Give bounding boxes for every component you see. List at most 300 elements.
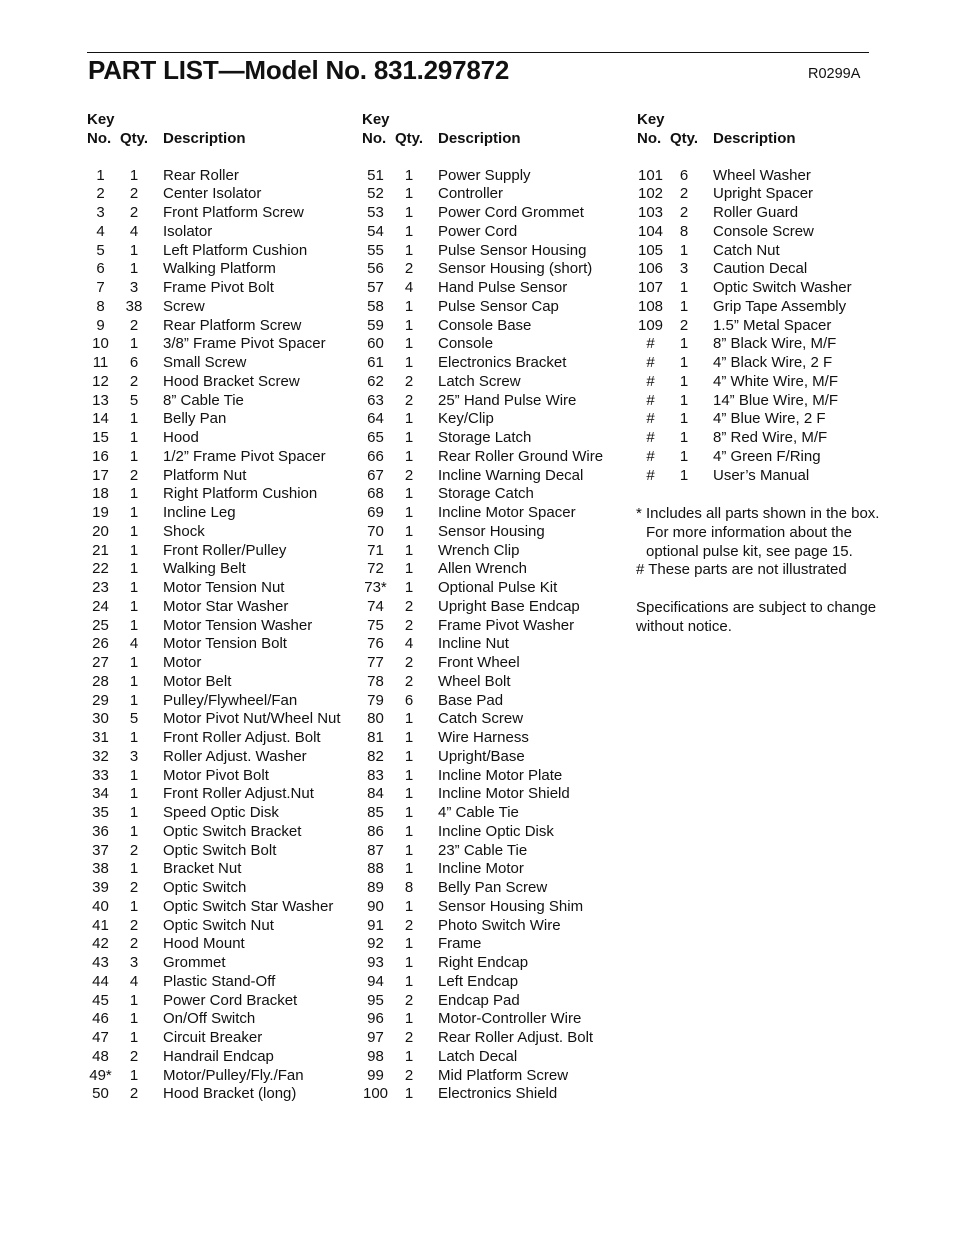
table-row	[637, 429, 897, 448]
part-key: 25	[92, 616, 109, 634]
part-key: 84	[367, 785, 384, 803]
table-row	[362, 973, 632, 992]
part-qty: 1	[404, 410, 414, 428]
note-asterisk-cont: For more information about the	[646, 523, 852, 541]
part-description: Motor/Pulley/Fly./Fan	[163, 1066, 304, 1084]
part-key: 14	[92, 410, 109, 428]
part-key: 66	[367, 447, 384, 465]
part-qty: 2	[404, 991, 414, 1009]
table-row	[87, 804, 357, 823]
part-key: 12	[92, 372, 109, 390]
part-qty: 1	[404, 804, 414, 821]
table-row	[637, 185, 897, 204]
table-row	[87, 823, 357, 842]
part-description: Rear Roller Ground Wire	[438, 447, 604, 465]
part-qty: 2	[404, 616, 414, 634]
part-key: 1	[96, 166, 105, 184]
part-qty: 1	[404, 485, 414, 503]
part-qty: 1	[404, 166, 414, 184]
part-key: 2	[96, 185, 105, 203]
part-qty: 1	[404, 935, 414, 953]
part-qty: 1	[129, 729, 139, 746]
part-description: Hand Pulse Sensor	[438, 279, 568, 296]
table-row	[87, 598, 357, 617]
table-row	[362, 260, 632, 279]
table-row	[362, 635, 632, 654]
part-key: 56	[367, 260, 384, 278]
table-row	[637, 260, 897, 279]
notes	[636, 505, 896, 636]
table-row	[362, 1067, 632, 1086]
table-row	[362, 1029, 632, 1048]
part-key: 90	[367, 897, 384, 915]
part-description: 8” Red Wire, M/F	[713, 429, 828, 446]
parts-list	[87, 167, 357, 1105]
table-row	[87, 654, 357, 673]
part-description: 8” Cable Tie	[163, 391, 244, 409]
part-key: 33	[92, 766, 109, 784]
table-row	[87, 448, 357, 467]
part-description: 1/2” Frame Pivot Spacer	[163, 447, 326, 465]
part-qty: 1	[404, 354, 414, 371]
table-row	[87, 542, 357, 561]
part-description: Walking Platform	[163, 260, 276, 278]
part-key: 89	[367, 879, 384, 896]
part-description: Front Roller/Pulley	[163, 541, 287, 559]
part-key: #	[646, 391, 655, 409]
part-qty: 1	[404, 560, 414, 578]
part-description: Front Wheel	[438, 654, 520, 671]
table-row	[87, 242, 357, 261]
part-description: Bracket Nut	[163, 860, 242, 878]
part-description: 4” Cable Tie	[438, 804, 519, 821]
part-qty: 1	[404, 522, 414, 540]
table-row	[637, 204, 897, 223]
part-description: Left Platform Cushion	[163, 241, 308, 259]
part-description: Latch Screw	[438, 372, 521, 390]
part-key: 35	[92, 804, 109, 821]
part-description: Incline Motor Plate	[438, 766, 563, 784]
table-row	[87, 279, 357, 298]
part-key: 81	[367, 729, 384, 746]
table-row	[87, 185, 357, 204]
part-description: Grommet	[163, 954, 226, 971]
part-key: 75	[367, 616, 384, 634]
table-row	[87, 992, 357, 1011]
part-description: 14” Blue Wire, M/F	[713, 391, 839, 409]
part-qty: 1	[129, 804, 139, 821]
note-hash: # These parts are not illustrated	[636, 561, 847, 579]
table-row	[362, 842, 632, 861]
part-qty: 1	[129, 672, 139, 690]
part-description: Sensor Housing Shim	[438, 897, 584, 915]
table-row	[362, 542, 632, 561]
part-key: 29	[92, 691, 109, 709]
part-qty: 2	[129, 879, 139, 896]
part-qty: 1	[404, 710, 414, 728]
part-qty: 8	[404, 879, 414, 896]
table-row	[87, 954, 357, 973]
part-qty: 2	[404, 916, 414, 934]
table-row	[87, 748, 357, 767]
part-key: 91	[367, 916, 384, 934]
part-description: Motor Tension Bolt	[163, 635, 287, 653]
part-description: Incline Motor Shield	[438, 785, 570, 803]
part-key: 10	[92, 335, 109, 353]
part-qty: 1	[404, 504, 414, 521]
part-key: 49*	[89, 1066, 112, 1084]
table-row	[362, 410, 632, 429]
part-qty: 1	[129, 410, 139, 428]
part-description: 1.5” Metal Spacer	[713, 316, 832, 334]
part-key: 11	[92, 354, 109, 371]
part-qty: 5	[129, 391, 139, 409]
part-description: Belly Pan	[163, 410, 227, 428]
part-description: Small Screw	[163, 354, 247, 371]
part-description: Motor Tension Nut	[163, 579, 285, 596]
part-key: 55	[367, 241, 384, 259]
header-key: Key	[362, 111, 390, 128]
part-key: 54	[367, 222, 384, 240]
part-qty: 1	[404, 429, 414, 446]
table-row	[362, 673, 632, 692]
part-qty: 1	[129, 485, 139, 503]
part-key: 98	[367, 1047, 384, 1065]
table-row	[362, 1085, 632, 1104]
part-qty: 3	[129, 279, 139, 296]
part-qty: 1	[129, 766, 139, 784]
part-description: Storage Latch	[438, 429, 532, 446]
part-qty: 1	[404, 541, 414, 559]
table-row	[362, 354, 632, 373]
part-key: 82	[367, 747, 384, 765]
part-description: Motor-Controller Wire	[438, 1010, 582, 1028]
part-qty: 3	[679, 260, 689, 278]
part-description: Console	[438, 335, 494, 353]
part-qty: 1	[129, 241, 139, 259]
table-row	[362, 242, 632, 261]
part-description: 8” Black Wire, M/F	[713, 335, 837, 353]
part-key: 31	[92, 729, 109, 746]
part-key: #	[646, 335, 655, 353]
table-row	[87, 1085, 357, 1104]
part-description: 3/8” Frame Pivot Spacer	[163, 335, 326, 353]
part-key: 38	[92, 860, 109, 878]
part-key: 59	[367, 316, 384, 334]
part-qty: 6	[404, 691, 414, 709]
part-description: Optic Switch Nut	[163, 916, 274, 934]
part-key: 19	[92, 504, 109, 521]
part-key: 106	[637, 260, 664, 278]
part-qty: 2	[404, 597, 414, 615]
part-qty: 6	[129, 354, 139, 371]
part-key: 4	[96, 222, 105, 240]
part-key: 57	[367, 279, 384, 296]
top-rule	[87, 52, 869, 53]
part-description: Incline Leg	[163, 504, 236, 521]
part-description: Hood	[163, 429, 199, 446]
part-key: 67	[367, 466, 384, 484]
part-qty: 1	[404, 204, 414, 221]
part-key: 22	[92, 560, 109, 578]
table-row	[637, 448, 897, 467]
table-row	[362, 879, 632, 898]
part-description: Screw	[163, 297, 205, 315]
part-qty: 2	[679, 185, 689, 203]
part-qty: 1	[404, 897, 414, 915]
part-qty: 1	[679, 279, 689, 296]
part-description: Incline Warning Decal	[438, 466, 584, 484]
part-qty: 2	[404, 372, 414, 390]
part-description: 4” Black Wire, 2 F	[713, 354, 833, 371]
part-key: 73*	[364, 579, 387, 596]
part-key: 94	[367, 972, 384, 990]
part-key: 52	[367, 185, 384, 203]
table-row	[87, 673, 357, 692]
part-key: 69	[367, 504, 384, 521]
part-description: Storage Catch	[438, 485, 534, 503]
part-qty: 2	[129, 841, 139, 859]
header-no: No.	[87, 129, 112, 147]
parts-column-2	[362, 111, 632, 1104]
part-qty: 4	[404, 279, 414, 296]
part-key: 105	[637, 241, 664, 259]
part-description: Motor Pivot Nut/Wheel Nut	[163, 710, 341, 728]
table-row	[362, 485, 632, 504]
part-description: Frame Pivot Washer	[438, 616, 575, 634]
table-row	[637, 467, 897, 486]
table-row	[87, 898, 357, 917]
part-description: Frame Pivot Bolt	[163, 279, 274, 296]
part-key: 83	[367, 766, 384, 784]
part-description: Motor Belt	[163, 672, 232, 690]
part-qty: 1	[404, 335, 414, 353]
table-row	[87, 167, 357, 186]
part-key: 80	[367, 710, 384, 728]
part-description: Electronics Shield	[438, 1085, 558, 1103]
part-description: Motor Star Washer	[163, 597, 289, 615]
part-qty: 1	[129, 335, 139, 353]
table-row	[362, 1010, 632, 1029]
header-key: Key	[637, 111, 665, 128]
part-description: Upright Spacer	[713, 185, 814, 203]
part-key: 104	[637, 222, 664, 240]
table-row	[87, 260, 357, 279]
part-qty: 1	[679, 335, 689, 353]
table-row	[87, 298, 357, 317]
part-key: 53	[367, 204, 384, 221]
part-key: 20	[92, 522, 109, 540]
part-description: Wire Harness	[438, 729, 529, 746]
part-key: 70	[367, 522, 384, 540]
part-qty: 2	[129, 185, 139, 203]
part-key: #	[646, 466, 655, 484]
part-description: Key/Clip	[438, 410, 494, 428]
part-key: 71	[367, 541, 384, 559]
part-key: 48	[92, 1047, 109, 1065]
part-key: 62	[367, 372, 384, 390]
part-qty: 1	[404, 241, 414, 259]
header-description: Description	[163, 129, 246, 147]
part-qty: 1	[404, 841, 414, 859]
table-row	[362, 954, 632, 973]
part-key: 96	[367, 1010, 384, 1028]
header-description: Description	[438, 129, 521, 147]
part-description: 4” Green F/Ring	[713, 447, 821, 465]
part-key: 47	[92, 1029, 109, 1046]
part-key: 3	[96, 204, 105, 221]
part-key: 109	[637, 316, 664, 334]
part-qty: 1	[129, 260, 139, 278]
part-qty: 1	[404, 1085, 414, 1103]
part-qty: 2	[404, 672, 414, 690]
part-key: 74	[367, 597, 384, 615]
part-key: 64	[367, 410, 384, 428]
part-description: Wheel Washer	[713, 166, 811, 184]
header-description: Description	[713, 129, 796, 147]
table-row	[362, 654, 632, 673]
part-qty: 1	[679, 410, 689, 428]
part-key: #	[646, 372, 655, 390]
part-description: Optic Switch Washer	[713, 279, 852, 296]
table-row	[87, 354, 357, 373]
part-description: Console Screw	[713, 222, 814, 240]
part-key: 8	[96, 297, 105, 315]
part-description: Circuit Breaker	[163, 1029, 263, 1046]
part-description: Left Endcap	[438, 972, 519, 990]
part-qty: 2	[679, 316, 689, 334]
part-qty: 38	[125, 297, 143, 315]
table-row	[87, 410, 357, 429]
table-row	[362, 767, 632, 786]
part-description: Wheel Bolt	[438, 672, 511, 690]
part-key: 45	[92, 991, 109, 1009]
parts-column-3	[637, 111, 897, 485]
table-row	[87, 1010, 357, 1029]
part-description: Latch Decal	[438, 1047, 518, 1065]
part-description: Rear Platform Screw	[163, 316, 302, 334]
part-description: Handrail Endcap	[163, 1047, 274, 1065]
table-row	[362, 729, 632, 748]
table-row	[637, 298, 897, 317]
table-row	[87, 1048, 357, 1067]
part-key: 60	[367, 335, 384, 353]
table-row	[87, 842, 357, 861]
part-qty: 1	[129, 654, 139, 671]
parts-list	[637, 167, 897, 486]
part-key: 51	[367, 166, 384, 184]
part-qty: 1	[679, 297, 689, 315]
table-row	[362, 804, 632, 823]
table-row	[362, 579, 632, 598]
part-key: 50	[92, 1085, 109, 1103]
part-description: 23” Cable Tie	[438, 841, 528, 859]
part-qty: 4	[404, 635, 414, 653]
part-description: Optic Switch Bolt	[163, 841, 277, 859]
part-qty: 3	[129, 747, 139, 765]
table-row	[87, 204, 357, 223]
part-key: 36	[92, 822, 109, 840]
header-key: Key	[87, 111, 115, 128]
part-qty: 1	[129, 429, 139, 446]
table-row	[362, 467, 632, 486]
part-description: Motor	[163, 654, 202, 671]
part-description: Power Supply	[438, 166, 531, 184]
part-qty: 1	[404, 447, 414, 465]
part-qty: 1	[129, 1010, 139, 1028]
column-header	[637, 111, 897, 149]
part-description: Catch Screw	[438, 710, 524, 728]
table-row	[87, 467, 357, 486]
table-row	[362, 335, 632, 354]
part-key: 44	[92, 972, 109, 990]
part-qty: 1	[129, 522, 139, 540]
table-row	[362, 560, 632, 579]
part-qty: 2	[404, 1029, 414, 1046]
part-key: 28	[92, 672, 109, 690]
part-key: 79	[367, 691, 384, 709]
table-row	[637, 335, 897, 354]
part-key: #	[646, 354, 655, 371]
part-description: Front Roller Adjust.Nut	[163, 785, 314, 803]
note-asterisk-cont: optional pulse kit, see page 15.	[646, 542, 853, 560]
part-description: Mid Platform Screw	[438, 1066, 569, 1084]
part-key: 37	[92, 841, 109, 859]
part-key: 27	[92, 654, 109, 671]
part-description: Shock	[163, 522, 205, 540]
part-qty: 1	[129, 447, 139, 465]
part-key: 103	[637, 204, 664, 221]
part-qty: 1	[679, 372, 689, 390]
part-qty: 2	[129, 1085, 139, 1103]
part-key: 13	[92, 391, 109, 409]
table-row	[362, 298, 632, 317]
part-qty: 1	[679, 429, 689, 446]
part-qty: 1	[129, 166, 139, 184]
part-qty: 5	[129, 710, 139, 728]
table-row	[362, 748, 632, 767]
table-row	[87, 504, 357, 523]
part-description: Roller Guard	[713, 204, 799, 221]
table-row	[87, 223, 357, 242]
part-qty: 1	[129, 616, 139, 634]
part-qty: 1	[129, 785, 139, 803]
part-qty: 2	[129, 204, 139, 221]
part-key: 40	[92, 897, 109, 915]
part-qty: 2	[404, 260, 414, 278]
table-row	[362, 317, 632, 336]
part-description: Rear Roller Adjust. Bolt	[438, 1029, 594, 1046]
part-key: 95	[367, 991, 384, 1009]
table-row	[87, 917, 357, 936]
page-title: PART LIST—Model No. 831.297872	[88, 55, 510, 85]
part-qty: 2	[129, 372, 139, 390]
table-row	[362, 448, 632, 467]
table-row	[87, 935, 357, 954]
table-row	[87, 373, 357, 392]
part-description: Optional Pulse Kit	[438, 579, 558, 596]
part-key: 39	[92, 879, 109, 896]
part-key: 26	[92, 635, 109, 653]
part-description: Upright/Base	[438, 747, 525, 765]
table-row	[362, 167, 632, 186]
part-description: Pulse Sensor Housing	[438, 241, 587, 259]
part-description: Incline Motor	[438, 860, 524, 878]
part-key: 78	[367, 672, 384, 690]
part-qty: 1	[129, 991, 139, 1009]
part-qty: 2	[129, 1047, 139, 1065]
part-key: #	[646, 429, 655, 446]
